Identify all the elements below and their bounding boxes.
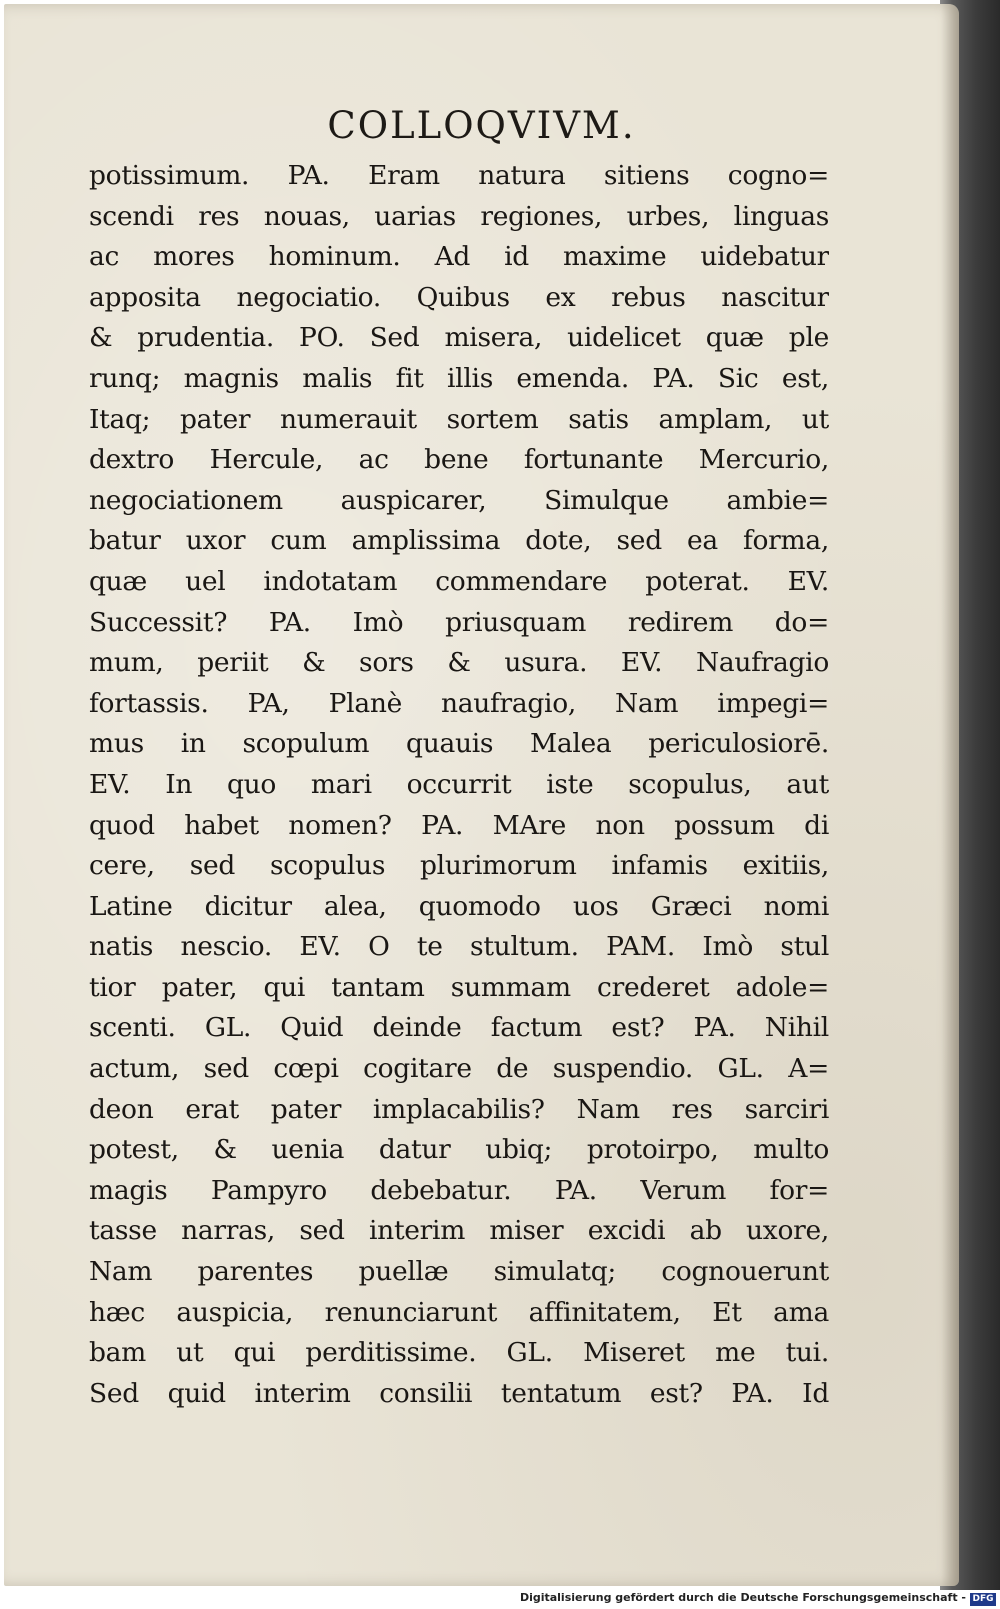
text-line: bam ut qui perditissime. GL. Miseret me tui. <box>89 1337 829 1369</box>
dfg-logo: DFG <box>970 1593 996 1606</box>
text-line: tior pater, qui tantam summam crederet adole= <box>89 971 829 1003</box>
text-line: ac mores hominum. Ad id maxime uidebatur <box>89 241 829 273</box>
page-shadow <box>941 4 959 1586</box>
text-line: hæc auspicia, renunciarunt affinitatem, Et ama <box>89 1296 829 1328</box>
text-line: Latine dicitur alea, quomodo uos Græci nomi <box>89 890 829 922</box>
text-line: cere, sed scopulus plurimorum infamis exitiis, <box>89 850 829 882</box>
text-line: Successit? PA. Imò priusquam redirem do= <box>89 606 829 638</box>
text-line: deon erat pater implacabilis? Nam res sarciri <box>89 1093 829 1125</box>
text-line: tasse narras, sed interim miser excidi ab uxore, <box>89 1215 829 1247</box>
text-line: scenti. GL. Quid deinde factum est? PA. Nihil <box>89 1012 829 1044</box>
running-head: COLLOQVIVM. <box>327 104 636 147</box>
text-line: quod habet nomen? PA. MAre non possum di <box>89 809 829 841</box>
text-line: negociationem auspicarer, Simulque ambie= <box>89 484 829 516</box>
text-line: actum, sed cœpi cogitare de suspendio. GL. A= <box>89 1053 829 1085</box>
text-line: mus in scopulum quauis Malea periculosiorē. <box>89 728 829 760</box>
text-block <box>89 156 829 1414</box>
text-line: natis nescio. EV. O te stultum. PAM. Imò stul <box>89 931 829 963</box>
text-line: potest, & uenia datur ubiq; protoirpo, multo <box>89 1134 829 1166</box>
text-line: dextro Hercule, ac bene fortunante Mercurio, <box>89 444 829 476</box>
text-line: potissimum. PA. Eram natura sitiens cogno= <box>89 160 829 191</box>
text-line: mum, periit & sors & usura. EV. Naufragio <box>89 647 829 679</box>
text-line: magis Pampyro debebatur. PA. Verum for= <box>89 1174 829 1206</box>
text-line: Nam parentes puellæ simulatq; cognouerunt <box>89 1256 829 1288</box>
text-line: batur uxor cum amplissima dote, sed ea forma, <box>89 525 829 557</box>
text-line: Sed quid interim consilii tentatum est? PA. Id <box>89 1377 829 1409</box>
footer-credit: Digitalisierung gefördert durch die Deutsche Forschungsgemeinschaft - <box>519 1591 966 1604</box>
text-line: scendi res nouas, uarias regiones, urbes, linguas <box>89 200 829 232</box>
text-line: fortassis. PA, Planè naufragio, Nam impegi= <box>89 687 829 719</box>
book-page <box>4 4 959 1586</box>
text-line: Itaq; pater numerauit sortem satis amplam, ut <box>89 403 829 435</box>
text-line: quæ uel indotatam commendare poterat. EV. <box>89 565 829 597</box>
text-line: apposita negociatio. Quibus ex rebus nascitur <box>89 281 829 313</box>
text-line: & prudentia. PO. Sed misera, uidelicet quæ ple <box>89 322 829 354</box>
text-line: runq; magnis malis fit illis emenda. PA. Sic est, <box>89 362 829 394</box>
text-line: EV. In quo mari occurrit iste scopulus, aut <box>89 768 829 800</box>
